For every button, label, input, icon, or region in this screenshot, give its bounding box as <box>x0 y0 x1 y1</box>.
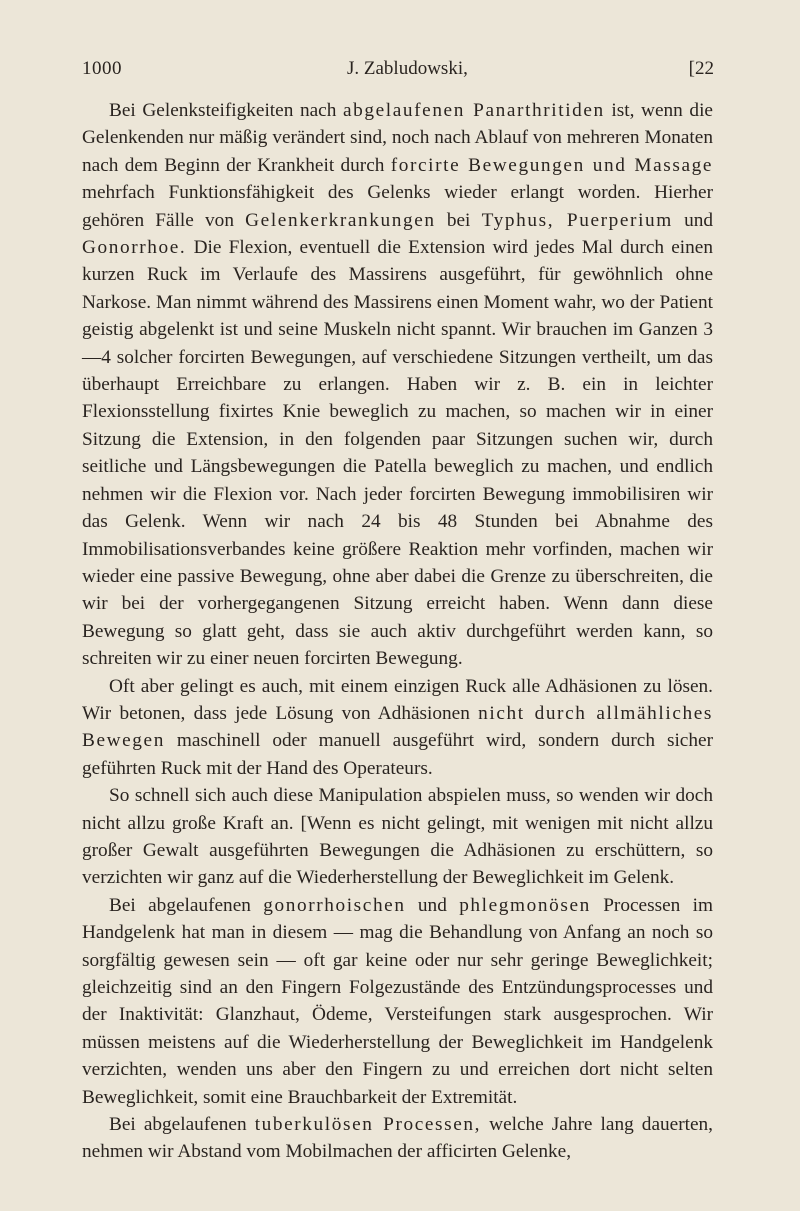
spaced-emphasis-text: Gonorrhoe. <box>82 237 187 259</box>
body-text <box>82 97 713 1166</box>
spaced-emphasis-text: Typhus, Puerperium <box>481 209 673 231</box>
text-run: und <box>672 209 713 231</box>
text-run: mehrfach Funktionsfähigkeit des Gelenks wieder erlangt worden. Hierher gehören Fälle von <box>82 182 713 231</box>
spaced-emphasis-text: abgelaufenen Panarthritiden <box>342 100 605 121</box>
paragraph <box>82 1111 713 1166</box>
running-header <box>82 58 712 88</box>
text-run: Bei Gelenksteifigkeiten nach <box>109 100 343 121</box>
text-run: Bei abgelaufenen <box>109 894 264 916</box>
spaced-emphasis-text: Gelenkerkrankungen <box>245 209 436 231</box>
text-run: Processen im Handgelenk hat man in diesem — mag die Behandlung von Anfang an noch so sorgfältig gewesen sein — oft gar keine oder nur sehr geringe Beweglichkeit; gleichzeitig sind an den Fingern Folgezustände des Entzündungsprocesses und der Inaktivität: Glanzhaut, Ödeme, Versteifungen stark ausgesprochen. Wir müssen meistens auf die Wiederherstellung der Beweglichkeit im Handgelenk verzichten, wenden uns aber den Fingern zu und erreichen dort nicht selten Beweglichkeit, somit eine Brauchbarkeit der Extremität. <box>82 894 714 1108</box>
text-run: bei <box>435 209 482 231</box>
text-run: So schnell sich auch diese Manipulation abspielen muss, so wenden wir doch nicht allzu große Kraft an. [Wenn es nicht gelingt, mit wenigen mit nicht allzu großer Gewalt ausgeführten Bewegungen die Adhäsionen zu erschüttern, so verzichten wir ganz auf die Wiederherstellung der Beweglichkeit im Gelenk. <box>82 785 713 889</box>
text-run: Oft aber gelingt es auch, mit einem einzigen Ruck alle Adhäsionen zu lösen. Wir betonen, dass jede Lösung von Adhäsionen <box>82 675 713 724</box>
text-run: maschinell oder manuell ausgeführt wird, sondern durch sicher geführten Ruck mit der Hand des Operateurs. <box>82 730 713 779</box>
spaced-emphasis-text: tuberkulösen Processen, <box>254 1114 482 1136</box>
running-author: J. Zabludowski, <box>347 58 468 79</box>
page-number: 1000 <box>82 58 122 79</box>
paragraph <box>82 673 713 783</box>
paragraph <box>82 782 713 892</box>
text-run: ist, wenn die Gelenkenden nur mäßig verändert sind, noch nach Ablauf von mehreren Monaten nach dem Beginn der Krankheit durch <box>82 100 713 176</box>
spaced-emphasis-text: phlegmonösen <box>459 894 591 916</box>
paragraph <box>82 892 713 1111</box>
text-run: welche Jahre lang dauerten, nehmen wir Abstand vom Mobilmachen der afficirten Gelenke, <box>82 1114 713 1163</box>
spaced-emphasis-text: forcirte Bewegungen und Massage <box>390 154 713 176</box>
text-run: Bei abgelaufenen <box>109 1114 255 1136</box>
section-marker: [22 <box>688 58 714 79</box>
spaced-emphasis-text: nicht durch allmähliches Bewegen <box>82 702 713 752</box>
text-run: und <box>405 894 460 916</box>
text-run: Die Flexion, eventuell die Extension wird jedes Mal durch einen kurzen Ruck im Verlaufe des Massirens ausgeführt, für gewöhnlich ohne Narkose. Man nimmt während des Massirens einen Moment wahr, wo der Patient geistig abgelenkt ist und seine Muskeln nicht spannt. Wir brauchen im Ganzen 3—4 solcher forcirten Bewegungen, auf verschiedene Sitzungen vertheilt, um das überhaupt Erreichbare zu erlangen. Haben wir z. B. ein in leichter Flexionsstellung fixirtes Knie beweglich zu machen, so machen wir in einer Sitzung die Extension, in den folgenden paar Sitzungen suchen wir, durch seitliche und Längsbewegungen die Patella beweglich zu machen, und endlich nehmen wir die Flexion vor. Nach jeder forcirten Bewegung immobilisiren wir das Gelenk. Wenn wir nach 24 bis 48 Stunden bei Abnahme des Immobilisationsverbandes keine größere Reaktion mehr vorfinden, machen wir wieder eine passive Bewegung, ohne aber dabei die Grenze zu überschreiten, die wir bei der vorhergegangenen Sitzung erreicht haben. Wenn dann diese Bewegung so glatt geht, dass sie auch aktiv durchgeführt werden kann, so schreiten wir zu einer neuen forcirten Bewegung. <box>82 237 713 670</box>
spaced-emphasis-text: gonorrhoischen <box>263 894 406 916</box>
paragraph <box>82 97 713 673</box>
